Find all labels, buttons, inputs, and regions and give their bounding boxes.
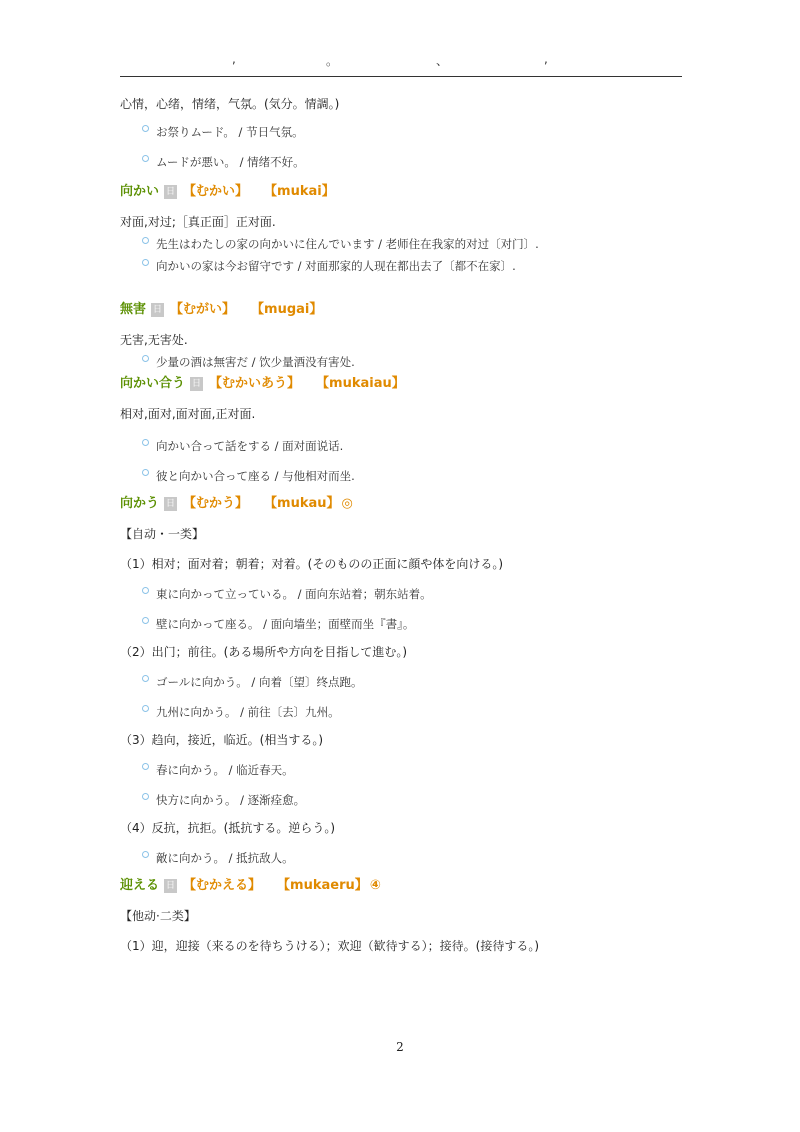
japanese-badge-icon: 日: [192, 379, 202, 389]
page-header: [120, 52, 682, 77]
header-mark: ,: [544, 52, 548, 66]
sense: （2）出门；前往。(ある場所や方向を目指して進む。): [120, 645, 408, 659]
example-text: ゴールに向かう。 / 向着〔望〕终点跑。: [156, 675, 363, 689]
header-mark: 、: [436, 54, 449, 68]
accent-mark: ④: [369, 878, 381, 893]
part-of-speech: 【自动・一类】: [120, 527, 205, 541]
romaji-reading: 【mukaiau】: [316, 376, 405, 391]
kana-reading: 【むがい】: [170, 302, 236, 317]
bullet-icon: [142, 125, 149, 132]
example-item: [120, 154, 700, 170]
example-text: 九州に向かう。 / 前往〔去〕九州。: [156, 705, 340, 719]
definition: 相对,面对,面对面,正对面.: [120, 407, 256, 421]
sense: （1）迎，迎接（来るのを待ちうける）；欢迎（歓待する）；接待。(接待する。): [120, 939, 540, 953]
page-number: 2: [396, 1040, 404, 1054]
example-text: 向かい合って話をする / 面对面说话.: [156, 439, 344, 453]
bullet-icon: [142, 237, 149, 244]
dictionary-content: [120, 96, 700, 954]
kana-reading: 【むかう】: [183, 496, 249, 511]
part-of-speech: 【他动·二类】: [120, 909, 196, 923]
entry-heading-mukaiau: [120, 376, 700, 392]
example-text: ムードが悪い。 / 情绪不好。: [156, 155, 305, 169]
definition: 无害,无害处.: [120, 333, 188, 347]
example-text: 快方に向かう。 / 逐渐痊愈。: [156, 793, 306, 807]
example-item: [120, 468, 700, 484]
bullet-icon: [142, 763, 149, 770]
kana-reading: 【むかえる】: [183, 878, 262, 893]
example-item: [120, 438, 700, 454]
bullet-icon: [142, 617, 149, 624]
romaji-reading: 【mukaeru】: [277, 878, 368, 893]
example-text: 壁に向かって座る。 / 面向墙坐；面壁而坐『書』。: [156, 617, 415, 631]
romaji-reading: 【mukau】: [264, 496, 340, 511]
header-mark: ,: [232, 52, 236, 66]
headword: 向かい: [120, 184, 160, 199]
header-mark: 。: [326, 54, 339, 68]
headword: 向かい合う: [120, 376, 186, 391]
japanese-badge-icon: 日: [153, 305, 163, 315]
example-item: [120, 674, 700, 690]
bullet-icon: [142, 355, 149, 362]
example-item: [120, 586, 700, 602]
example-text: 彼と向かい合って座る / 与他相对而坐.: [156, 469, 355, 483]
bullet-icon: [142, 675, 149, 682]
accent-mark: ◎: [341, 496, 353, 511]
bullet-icon: [142, 705, 149, 712]
sense: （1）相对；面对着；朝着；对着。(そのものの正面に顔や体を向ける。): [120, 557, 504, 571]
bullet-icon: [142, 851, 149, 858]
example-item: [120, 762, 700, 778]
example-text: 敵に向かう。 / 抵抗敌人。: [156, 851, 294, 865]
bullet-icon: [142, 155, 149, 162]
entry-heading-mukai: [120, 184, 700, 200]
bullet-icon: [142, 469, 149, 476]
example-item: [120, 124, 700, 140]
example-text: 先生はわたしの家の向かいに住んでいます / 老师住在我家的对过〔对门〕.: [156, 237, 539, 251]
example-item: [120, 236, 700, 252]
headword: 迎える: [120, 878, 160, 893]
kana-reading: 【むかい】: [183, 184, 249, 199]
example-text: 東に向かって立っている。 / 面向东站着；朝东站着。: [156, 587, 432, 601]
example-text: 向かいの家は今お留守です / 对面那家的人现在都出去了〔都不在家〕.: [156, 259, 516, 273]
bullet-icon: [142, 587, 149, 594]
japanese-badge-icon: 日: [166, 499, 176, 509]
japanese-badge-icon: 日: [166, 187, 176, 197]
example-item: [120, 354, 700, 370]
example-text: お祭りムード。 / 节日气氛。: [156, 125, 304, 139]
bullet-icon: [142, 259, 149, 266]
romaji-reading: 【mugai】: [251, 302, 323, 317]
definition: 心情，心绪，情绪，气氛。(気分。情調。): [120, 97, 340, 111]
kana-reading: 【むかいあう】: [209, 376, 301, 391]
entry-heading-mukaeru: [120, 878, 700, 894]
romaji-reading: 【mukai】: [264, 184, 335, 199]
headword: 無害: [120, 302, 147, 317]
japanese-badge-icon: 日: [166, 881, 176, 891]
example-item: [120, 616, 700, 632]
example-item: [120, 850, 700, 866]
headword: 向かう: [120, 496, 160, 511]
definition: 对面,对过;［真正面］正对面.: [120, 215, 276, 229]
entry-heading-mukau: [120, 496, 700, 512]
example-item: [120, 704, 700, 720]
example-item: [120, 792, 700, 808]
example-text: 春に向かう。 / 临近春天。: [156, 763, 294, 777]
example-item: [120, 258, 700, 274]
bullet-icon: [142, 793, 149, 800]
example-text: 少量の酒は無害だ / 饮少量酒没有害处.: [156, 355, 355, 369]
sense: （4）反抗，抗拒。(抵抗する。逆らう。): [120, 821, 335, 835]
bullet-icon: [142, 439, 149, 446]
sense: （3）趋向，接近，临近。(相当する。): [120, 733, 323, 747]
entry-heading-mugai: [120, 302, 700, 318]
